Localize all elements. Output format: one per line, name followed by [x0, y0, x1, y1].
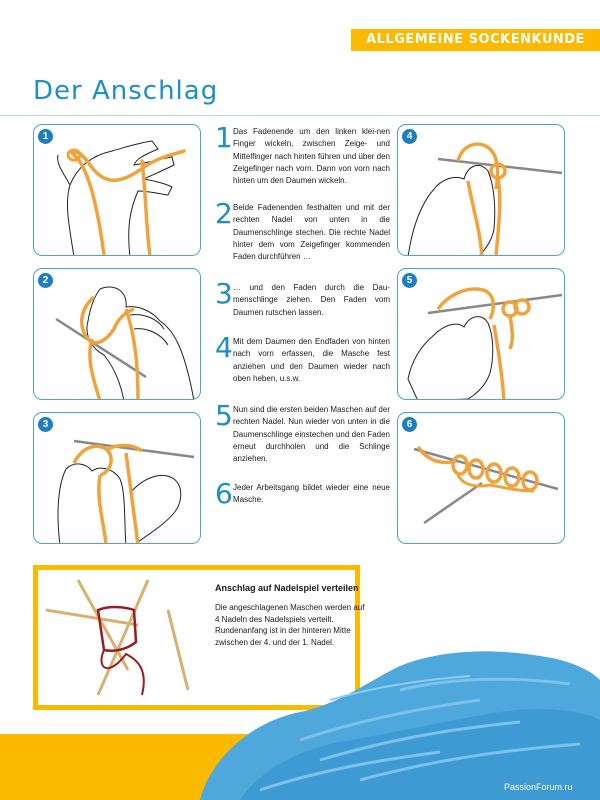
step-number-badge: 5	[402, 273, 417, 288]
step-text: Nun sind die ersten beiden Maschen auf der rechten Nadel. Nun wieder von unten in die Daumenschlinge einstechen und den Faden erneut durchholen und die Schlinge anziehen.	[233, 405, 390, 464]
step-text: … und den Faden durch die Dau-menschlinge ziehen. Den Faden vom Daumen rutschen lassen.	[233, 283, 390, 317]
step-number: 1	[215, 121, 233, 154]
step-number-badge: 6	[402, 417, 417, 432]
step-number: 6	[215, 477, 233, 510]
step-number-badge: 4	[402, 129, 417, 144]
step-number-badge: 2	[38, 273, 53, 288]
step-number: 2	[215, 197, 233, 230]
page-title: Der Anschlag	[33, 76, 219, 106]
step-number: 3	[215, 277, 233, 310]
step-number: 4	[215, 331, 233, 364]
step-number-badge: 3	[38, 417, 53, 432]
info-title: Anschlag auf Nadelspiel verteilen	[215, 583, 359, 593]
step-number: 5	[215, 399, 233, 432]
info-text: Die angeschlagenen Maschen werden auf 4 Nadeln des Nadelspiels verteilt. Rundenanfang ist in der hinteren Mitte zwischen der 4. und der 1. Nadel.	[215, 603, 365, 647]
step-text: Beide Fadenenden festhalten und mit der rechten Nadel von unten in die Daumenschlinge stechen. Die rechte Nadel hinter dem vom Zeigefinger kommenden Faden durchführen …	[233, 203, 390, 262]
step-number-badge: 1	[38, 129, 53, 144]
step-text: Das Fadenende um den linken klei-nen Finger wickeln, zwischen Zeige- und Mittelfinger nach hinten führen und über den Zeigefinger nach vorn. Dann von vorn nach hinten um den Daumen wickeln.	[233, 127, 390, 186]
section-header: ALLGEMEINE SOCKENKUNDE	[351, 29, 600, 51]
step-text: Jeder Arbeitsgang bildet wieder eine neue Masche.	[233, 483, 390, 505]
step-text: Mit dem Daumen den Endfaden von hinten nach vorn erfassen, die Masche fest anziehen und den Daumen wieder nach oben heben, u.s.w.	[233, 337, 390, 383]
watermark: PassionForum.ru	[504, 782, 573, 792]
